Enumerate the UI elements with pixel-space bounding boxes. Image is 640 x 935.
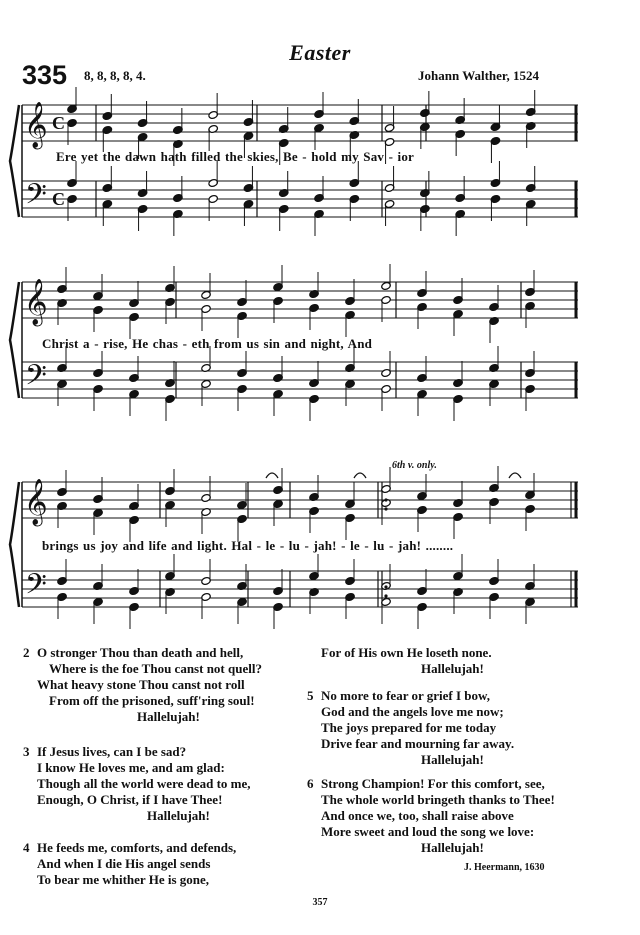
verse-2 (23, 645, 262, 725)
bass-clef: 𝄢 (25, 178, 47, 218)
verse-5 (307, 688, 515, 768)
fermata (509, 473, 521, 478)
verse-line: The whole world bringeth thanks to Thee! (321, 792, 555, 807)
verse-number: 3 (23, 744, 30, 759)
repeat-dot (384, 507, 387, 510)
fermata (354, 473, 366, 478)
repeat-dot (384, 585, 387, 588)
verse-line: Enough, O Christ, if I have Thee! (37, 792, 223, 807)
fermata (266, 473, 278, 478)
verse-line: I know He loves me, and am glad: (37, 760, 225, 775)
repeat-dot (384, 498, 387, 501)
verse-line: No more to fear or grief I bow, (321, 688, 490, 703)
verse-4-continued (321, 645, 492, 677)
verse-3 (23, 744, 251, 824)
verse-line: For of His own He loseth none. (321, 645, 492, 660)
treble-clef: 𝄞 (24, 102, 48, 148)
verse-6 (307, 776, 555, 856)
translator-credit: J. Heermann, 1630 (464, 862, 545, 873)
verse-number: 5 (307, 688, 314, 703)
final-verse-note: 6th v. only. (392, 460, 437, 471)
verse-line: And once we, too, shall raise above (321, 808, 514, 823)
verse-line: O stronger Thou than death and hell, (37, 645, 244, 660)
verse-refrain: Hallelujah! (421, 661, 484, 676)
verse-line: From off the prisoned, suff'ring soul! (49, 693, 255, 708)
verse-refrain: Hallelujah! (147, 808, 210, 823)
treble-clef: 𝄞 (24, 479, 48, 525)
hymn-number: 335 (22, 60, 68, 90)
verse-number: 4 (23, 840, 30, 855)
bass-clef: 𝄢 (25, 568, 47, 608)
verse-line: He feeds me, comforts, and defends, (37, 840, 237, 855)
verse-line: Strong Champion! For this comfort, see, (321, 776, 545, 791)
verse-line: Though all the world were dead to me, (37, 776, 251, 791)
repeat-dot (384, 594, 387, 597)
lyrics-line-3: brings us joy and life and light. Hal - le - lu - jah! - le - lu - jah! ........ (42, 538, 454, 553)
lyrics-line-2: Christ a - rise, He chas - eth from us sin and night, And (42, 336, 373, 351)
verse-number: 2 (23, 645, 30, 660)
hymn-title: Easter (289, 40, 351, 65)
verse-line: What heavy stone Thou canst not roll (37, 677, 245, 692)
verse-line: More sweet and loud the song we love: (321, 824, 535, 839)
verse-refrain: Hallelujah! (137, 709, 200, 724)
verse-refrain: Hallelujah! (421, 752, 484, 767)
time-signature: C (52, 189, 65, 209)
verse-refrain: Hallelujah! (421, 840, 484, 855)
verse-line: The joys prepared for me today (321, 720, 497, 735)
verse-line: And when I die His angel sends (37, 856, 211, 871)
hymn-meter: 8, 8, 8, 8, 4. (84, 68, 146, 83)
verse-line: Drive fear and mourning far away. (321, 736, 515, 751)
bass-clef: 𝄢 (25, 359, 47, 399)
verse-line: Where is the foe Thou canst not quell? (49, 661, 262, 676)
lyrics-line-1: Ere yet the dawn hath filled the skies, Be - hold my Sav - ior (56, 149, 415, 164)
verse-4 (23, 840, 237, 888)
system-brace (10, 482, 19, 607)
verse-line: God and the angels love me now; (321, 704, 504, 719)
verse-number: 6 (307, 776, 314, 791)
system-brace (10, 105, 19, 217)
system-brace (10, 282, 19, 398)
page-number: 357 (312, 897, 328, 908)
verse-line: If Jesus lives, can I be sad? (37, 744, 187, 759)
treble-clef: 𝄞 (24, 279, 48, 325)
composer-credit: Johann Walther, 1524 (418, 68, 540, 83)
verse-line: To bear me whither He is gone, (37, 872, 210, 887)
time-signature: C (52, 113, 65, 133)
